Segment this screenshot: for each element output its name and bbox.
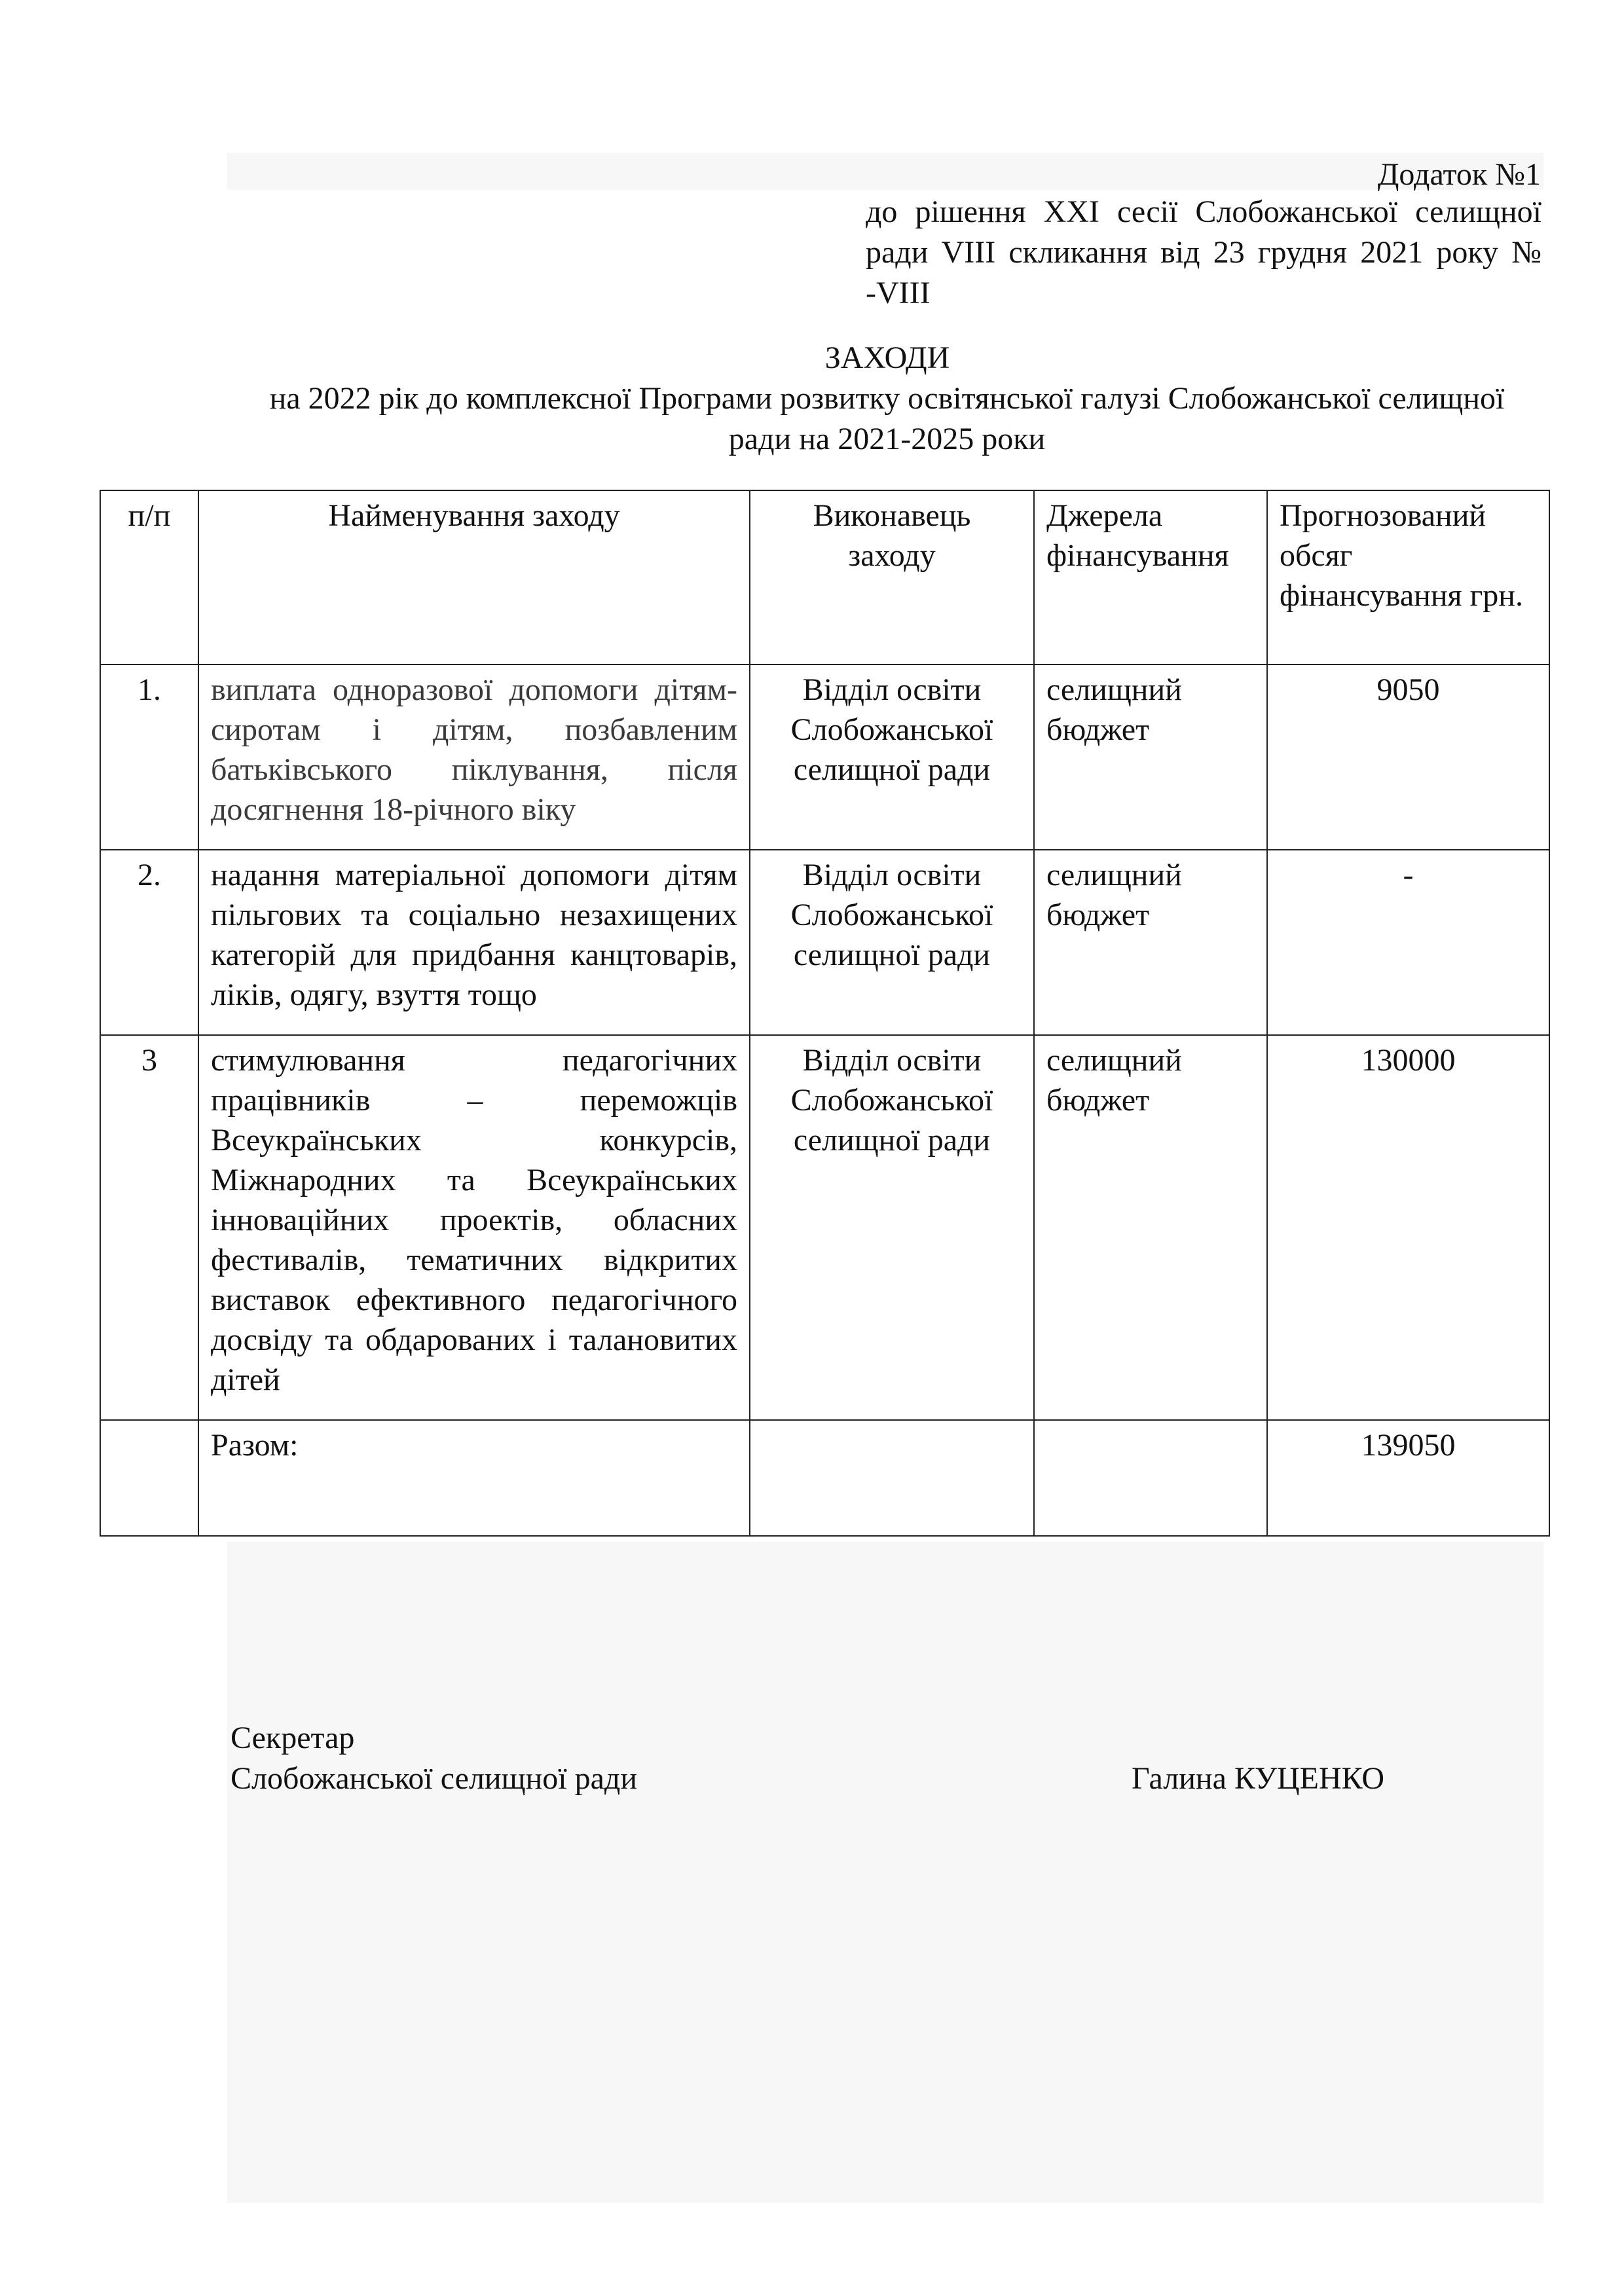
row-source-line: селищний bbox=[1046, 672, 1182, 707]
row-amount: 130000 bbox=[1267, 1035, 1549, 1420]
header-source bbox=[1034, 490, 1267, 665]
signatory-position-line: Секретар bbox=[231, 1721, 355, 1755]
row-source bbox=[1034, 1035, 1267, 1420]
row-source-line: селищний bbox=[1046, 858, 1182, 892]
row-name bbox=[198, 665, 750, 850]
row-name-line: Всеукраїнських конкурсів, bbox=[211, 1123, 737, 1157]
decision-line: ради VIII скликання від 23 грудня 2021 року № bbox=[866, 235, 1541, 270]
header-shade bbox=[227, 153, 1543, 190]
header-name: Найменування заходу bbox=[198, 490, 750, 665]
header-source-line: Джерела bbox=[1046, 498, 1163, 533]
document-subtitle bbox=[237, 378, 1537, 460]
table-row bbox=[100, 850, 1549, 1035]
row-name-line: інноваційних проектів, обласних bbox=[211, 1203, 737, 1237]
row-executor-line: Відділ освіти bbox=[802, 672, 982, 707]
header-executor bbox=[750, 490, 1034, 665]
signature-shade bbox=[227, 1542, 1543, 2203]
decision-line: -VIII bbox=[866, 276, 931, 310]
row-name-line: працівників – переможців bbox=[211, 1083, 737, 1118]
row-source bbox=[1034, 665, 1267, 850]
row-name-line: виставок ефективного педагогічного bbox=[211, 1283, 737, 1317]
row-name-line: дітей bbox=[211, 1362, 280, 1397]
row-name bbox=[198, 1035, 750, 1420]
row-num: 2. bbox=[100, 850, 198, 1035]
row-name-line: фестивалів, тематичних відкритих bbox=[211, 1243, 737, 1277]
header-amount-line: фінансування грн. bbox=[1280, 578, 1523, 613]
row-source-line: селищний bbox=[1046, 1043, 1182, 1078]
table-header-row bbox=[100, 490, 1549, 665]
document-title: ЗАХОДИ bbox=[824, 340, 950, 375]
row-name-line: батьківського піклування, після bbox=[211, 752, 737, 787]
header-num: п/п bbox=[100, 490, 198, 665]
table-total-row bbox=[100, 1420, 1549, 1536]
row-executor-line: Слобожанської bbox=[790, 712, 993, 747]
table-row bbox=[100, 1035, 1549, 1420]
row-name-line: категорій для придбання канцтоварів, bbox=[211, 938, 737, 972]
row-executor-line: Слобожанської bbox=[790, 1083, 993, 1118]
header-amount bbox=[1267, 490, 1549, 665]
row-name-line: виплата одноразової допомоги дітям- bbox=[211, 672, 737, 707]
row-name-line: Міжнародних та Всеукраїнських bbox=[211, 1163, 737, 1197]
row-executor-line: селищної ради bbox=[793, 752, 991, 787]
total-source-empty bbox=[1034, 1420, 1267, 1536]
row-executor-line: Слобожанської bbox=[790, 898, 993, 932]
row-name-line: пільгових та соціально незахищених bbox=[211, 898, 737, 932]
total-num-empty bbox=[100, 1420, 198, 1536]
subtitle-line: на 2022 рік до комплексної Програми розвитку освітянської галузі Слобожанської селищної bbox=[269, 381, 1505, 416]
row-source-line: бюджет bbox=[1046, 898, 1150, 932]
decision-reference bbox=[866, 192, 1541, 314]
header-executor-line: Виконавець bbox=[813, 498, 971, 533]
signatory-name: Галина КУЦЕНКО bbox=[1132, 1761, 1385, 1796]
row-executor bbox=[750, 665, 1034, 850]
row-name-line: досягнення 18-річного віку bbox=[211, 792, 576, 827]
total-executor-empty bbox=[750, 1420, 1034, 1536]
signatory-position bbox=[231, 1718, 637, 1799]
subtitle-line: ради на 2021-2025 роки bbox=[728, 422, 1046, 456]
measures-table bbox=[100, 490, 1550, 1537]
row-name bbox=[198, 850, 750, 1035]
row-executor bbox=[750, 1035, 1034, 1420]
row-name-line: надання матеріальної допомоги дітям bbox=[211, 858, 737, 892]
total-label: Разом: bbox=[198, 1420, 750, 1536]
row-source bbox=[1034, 850, 1267, 1035]
header-executor-line: заходу bbox=[848, 538, 936, 573]
row-executor-line: селищної ради bbox=[793, 938, 991, 972]
row-executor bbox=[750, 850, 1034, 1035]
row-amount: - bbox=[1267, 850, 1549, 1035]
table-row bbox=[100, 665, 1549, 850]
row-executor-line: Відділ освіти bbox=[802, 858, 982, 892]
header-source-line: фінансування bbox=[1046, 538, 1229, 573]
total-amount: 139050 bbox=[1267, 1420, 1549, 1536]
row-executor-line: селищної ради bbox=[793, 1123, 991, 1157]
row-name-line: сиротам і дітям, позбавленим bbox=[211, 712, 737, 747]
row-num: 1. bbox=[100, 665, 198, 850]
row-source-line: бюджет bbox=[1046, 712, 1150, 747]
row-num: 3 bbox=[100, 1035, 198, 1420]
row-amount: 9050 bbox=[1267, 665, 1549, 850]
signatory-position-line: Слобожанської селищної ради bbox=[231, 1761, 637, 1796]
addendum-label: Додаток №1 bbox=[1377, 157, 1541, 192]
decision-line: до рішення XXI сесії Слобожанської селищної bbox=[866, 194, 1541, 229]
row-executor-line: Відділ освіти bbox=[802, 1043, 982, 1078]
row-name-line: досвіду та обдарованих і талановитих bbox=[211, 1322, 737, 1357]
row-name-line: ліків, одягу, взуття тощо bbox=[211, 977, 537, 1012]
header-amount-line: Прогнозований bbox=[1280, 498, 1486, 533]
row-source-line: бюджет bbox=[1046, 1083, 1150, 1118]
header-amount-line: обсяг bbox=[1280, 538, 1353, 573]
row-name-line: стимулювання педагогічних bbox=[211, 1043, 737, 1078]
